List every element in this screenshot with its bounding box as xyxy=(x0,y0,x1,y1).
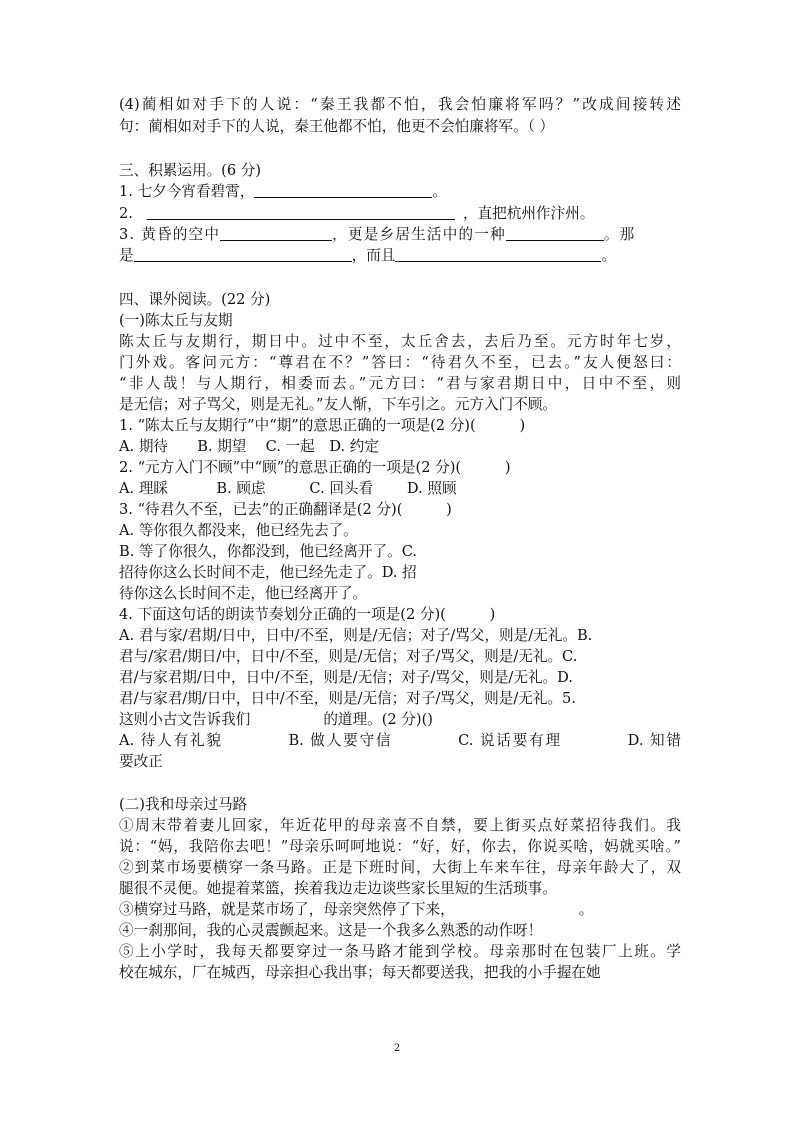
passage-2-line-6: ④一刹那间，我的心灵震颤起来。这是一个我多么熟悉的动作呀！ xyxy=(119,922,543,939)
page-number: 2 xyxy=(393,1043,401,1054)
passage-1-question-1-options: A. 期待 B. 期望 C. 一起 D. 约定 xyxy=(119,438,379,455)
q1-prefix: 1. 七夕今宵看碧霄， xyxy=(119,183,255,200)
q3-part-e: ，而且 xyxy=(351,247,396,264)
passage-1-question-3: 3. “待君久不至，已去”的正确翻译是(2 分)( ) xyxy=(119,501,452,518)
section-3-question-1 xyxy=(119,181,681,202)
passage-1-question-5: 这则小古文告诉我们 的道理。(2 分)() xyxy=(119,711,433,728)
q1-suffix: 。 xyxy=(432,183,447,200)
passage-2-line-1: ①周末带着妻儿回家，年近花甲的母亲喜不自禁，要上街买点好菜招待我们。我 xyxy=(119,817,681,834)
passage-1-question-3-option-a: A. 等你很久都没来，他已经先去了。 xyxy=(119,522,358,539)
section-3-question-3-line-2 xyxy=(119,245,681,266)
q4-line-2: 句：蔺相如对手下的人说，秦王他都不怕，他更不会怕廉将军。（ ） xyxy=(119,118,555,135)
answer-blank[interactable] xyxy=(147,204,455,220)
passage-1-question-4-option-c: 君/与家君期/日中，日中/不至，则是/无信；对子/骂父，则是/无礼。D. xyxy=(119,669,573,686)
passage-1-question-3-option-d: 待你这么长时间不走，他已经离开了。 xyxy=(119,585,368,602)
answer-blank[interactable] xyxy=(220,225,332,241)
passage-2-line-2: 说：“妈，我陪你去吧！”母亲乐呵呵地说：“好，好，你去，你说买啥，妈就买啥。” xyxy=(119,838,681,855)
passage-1-title: (一)陈太丘与友期 xyxy=(119,312,233,329)
q3-part-b: ，更是乡居生活中的一种 xyxy=(332,226,506,243)
passage-2-line-5: ③横穿过马路，就是菜市场了，母亲突然停了下来， 。 xyxy=(119,901,594,918)
q4-line-1: (4)蔺相如对手下的人说：“秦王我都不怕，我会怕廉将军吗？”改成间接转述 xyxy=(119,96,681,113)
passage-1-question-4-option-a: A. 君与家/君期/日中，日中/不至，则是/无信；对子/骂父，则是/无礼。B. xyxy=(119,627,593,644)
passage-2-line-3: ②到菜市场要横穿一条马路。正是下班时间，大街上车来车往，母亲年龄大了，双 xyxy=(119,859,681,876)
passage-2-line-4: 腿很不灵便。她提着菜篮，挨着我边走边谈些家长里短的生活琐事。 xyxy=(119,880,557,897)
passage-1-line-4: 是无信；对子骂父，则是无礼。”友人惭，下车引之。元方入门不顾。 xyxy=(119,396,557,413)
q3-part-c: 。那 xyxy=(603,226,636,243)
section-3-title: 三、积累运用。(6 分) xyxy=(119,162,262,179)
passage-1-question-4-option-d: 君/与家君/期/日中，日中/不至，则是/无信；对子/骂父，则是/无礼。5. xyxy=(119,690,576,707)
passage-1-question-3-option-b: B. 等了你很久，你都没到，他已经离开了。C. xyxy=(119,543,417,560)
section-3-question-2 xyxy=(119,203,681,224)
answer-blank[interactable] xyxy=(254,182,432,198)
passage-2-title: (二)我和母亲过马路 xyxy=(119,796,248,813)
q2-prefix: 2. xyxy=(119,205,133,222)
passage-1-question-4-option-b: 君与/家君/期日/中，日中/不至，则是/无信；对子/骂父，则是/无礼。C. xyxy=(119,648,578,665)
section-3-question-3-line-1 xyxy=(119,224,681,245)
q2-suffix: ，直把杭州作汴州。 xyxy=(462,205,595,222)
section-4-title: 四、课外阅读。(22 分) xyxy=(119,291,271,308)
passage-2-line-7: ⑤上小学时，我每天都要穿过一条马路才能到学校。母亲那时在包装厂上班。学 xyxy=(119,943,681,960)
passage-2-line-8: 校在城东，厂在城西，母亲担心我出事；每天都要送我，把我的小手握在她 xyxy=(119,964,601,981)
q3-part-d: 是 xyxy=(119,247,134,264)
passage-1-question-3-option-c: 招待你这么长时间不走，他已经先走了。D. 招 xyxy=(119,564,417,581)
passage-1-line-3: “非人哉！与人期行，相委而去。”元方曰：“君与家君期日中，日中不至，则 xyxy=(119,375,681,392)
answer-blank[interactable] xyxy=(506,225,604,241)
answer-blank[interactable] xyxy=(134,246,352,262)
passage-1-question-5-options-cont: 要改正 xyxy=(119,753,163,770)
passage-1-question-2: 2. “元方入门不顾”中“顾”的意思正确的一项是(2 分)( ) xyxy=(119,459,511,476)
passage-1-question-5-options: A. 待人有礼貌 B. 做人要守信 C. 说话要有理 D. 知错 xyxy=(119,732,681,749)
passage-1-question-2-options: A. 理睬 B. 顾虑 C. 回头看 D. 照顾 xyxy=(119,480,457,497)
q3-part-f: 。 xyxy=(601,247,617,264)
passage-1-question-1: 1. “陈太丘与友期行”中“期”的意思正确的一项是(2 分)( ) xyxy=(119,417,526,434)
passage-1-question-4: 4. 下面这句话的朗读节奏划分正确的一项是(2 分)( ) xyxy=(119,606,496,623)
answer-blank[interactable] xyxy=(395,246,601,262)
passage-1-line-1: 陈太丘与友期行，期日中。过中不至，太丘舍去，去后乃至。元方时年七岁， xyxy=(119,333,681,350)
q3-part-a: 3. 黄昏的空中 xyxy=(119,226,221,243)
passage-1-line-2: 门外戏。客问元方：“尊君在不？”答曰：“待君久不至，已去。”友人便怒曰： xyxy=(119,354,681,371)
